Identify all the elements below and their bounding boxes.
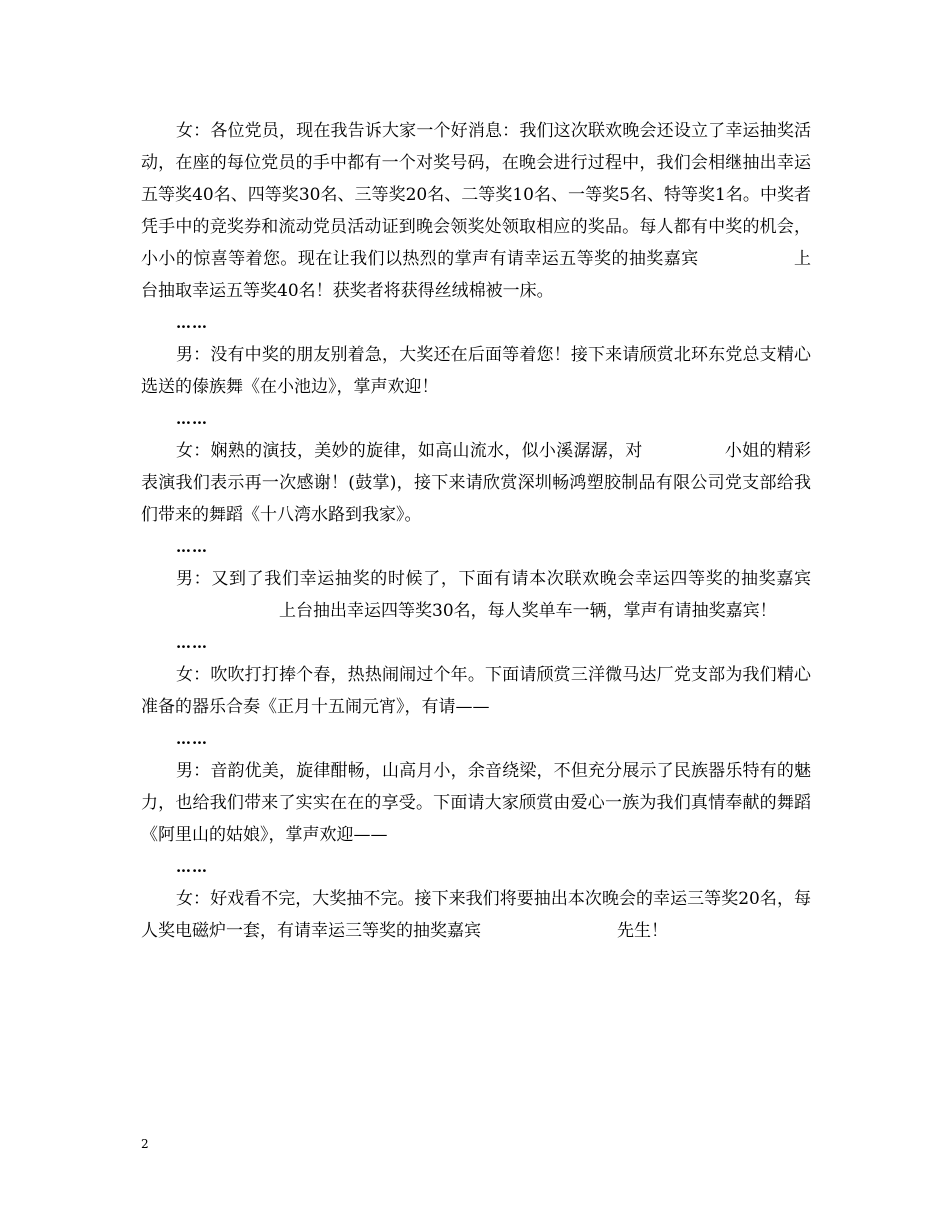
paragraph-text: 女：好戏看不完，大奖抽不完。接下来我们将要抽出本次晚会的幸运三等奖20名，每人奖电磁炉一套，有请幸运三等奖的抽奖嘉宾 [141, 889, 811, 941]
ellipsis-separator: …… [176, 538, 208, 556]
paragraph-text: 女：娴熟的演技，美妙的旋律，如高山流水，似小溪潺潺，对 [176, 441, 643, 461]
paragraph-text: 小姐的精彩表演我们表示再一次感谢！(鼓掌)，接下来请欣赏深圳畅鸿塑胶制品有限公司党支部给我们带来的舞蹈《十八湾水路到我家》。 [141, 441, 811, 525]
paragraph-text: 男：没有中奖的朋友别着急，大奖还在后面等着您！接下来请颀赏北环东党总支精心选送的傣族舞《在小池边》，掌声欢迎！ [141, 345, 811, 397]
ellipsis-separator: …… [176, 634, 208, 652]
paragraph-text: 女：各位党员，现在我告诉大家一个好消息：我们这次联欢晚会还设立了幸运抽奖活动，在座的每位党员的手中都有一个对奖号码，在晚会进行过程中，我们会相继抽出幸运五等奖40名、四等奖30名、三等奖20名、二等奖10名、一等奖5名、特等奖1名。中奖者凭手中的竞奖券和流动党员活动证到晚会领奖处领取相应的奖品。每人都有中奖的机会，小小的惊喜等着您。现在让我们以热烈的掌声有请幸运五等奖的抽奖嘉宾 [141, 121, 811, 269]
paragraph-text: 上台抽取幸运五等奖40名！获奖者将获得丝绒棉被一床。 [141, 249, 812, 301]
paragraph-third-prize [141, 883, 811, 947]
paragraph-dance-intro [141, 339, 811, 403]
paragraph-fourth-prize [141, 563, 811, 627]
paragraph-text: 先生！ [617, 921, 668, 941]
paragraph-text: 男：又到了我们幸运抽奖的时候了，下面有请本次联欢晚会幸运四等奖的抽奖嘉宾 [176, 569, 811, 589]
ellipsis-separator: …… [176, 730, 208, 748]
paragraph-text: 男：音韵优美，旋律酣畅，山高月小，余音绕梁，不但充分展示了民族器乐特有的魅力，也给我们带来了实实在在的享受。下面请大家颀赏由爱心一族为我们真情奉献的舞蹈《阿里山的姑娘》，掌声欢迎—— [141, 761, 811, 845]
page-number: 2 [141, 1137, 149, 1151]
paragraph-music-intro [141, 659, 811, 723]
paragraph-text: 上台抽出幸运四等奖30名，每人奖单车一辆，掌声有请抽奖嘉宾！ [279, 601, 777, 621]
ellipsis-separator: …… [176, 858, 208, 876]
ellipsis-separator: …… [176, 410, 208, 428]
document-body [141, 115, 811, 947]
paragraph-text: 女：吹吹打打捧个春，热热闹闹过个年。下面请颀赏三洋微马达厂党支部为我们精心准备的器乐合奏《正月十五闹元宵》，有请—— [141, 665, 811, 717]
paragraph-thanks [141, 435, 811, 531]
ellipsis-separator: …… [176, 314, 208, 332]
paragraph-music-praise [141, 755, 811, 851]
paragraph-lottery-intro [141, 115, 811, 307]
